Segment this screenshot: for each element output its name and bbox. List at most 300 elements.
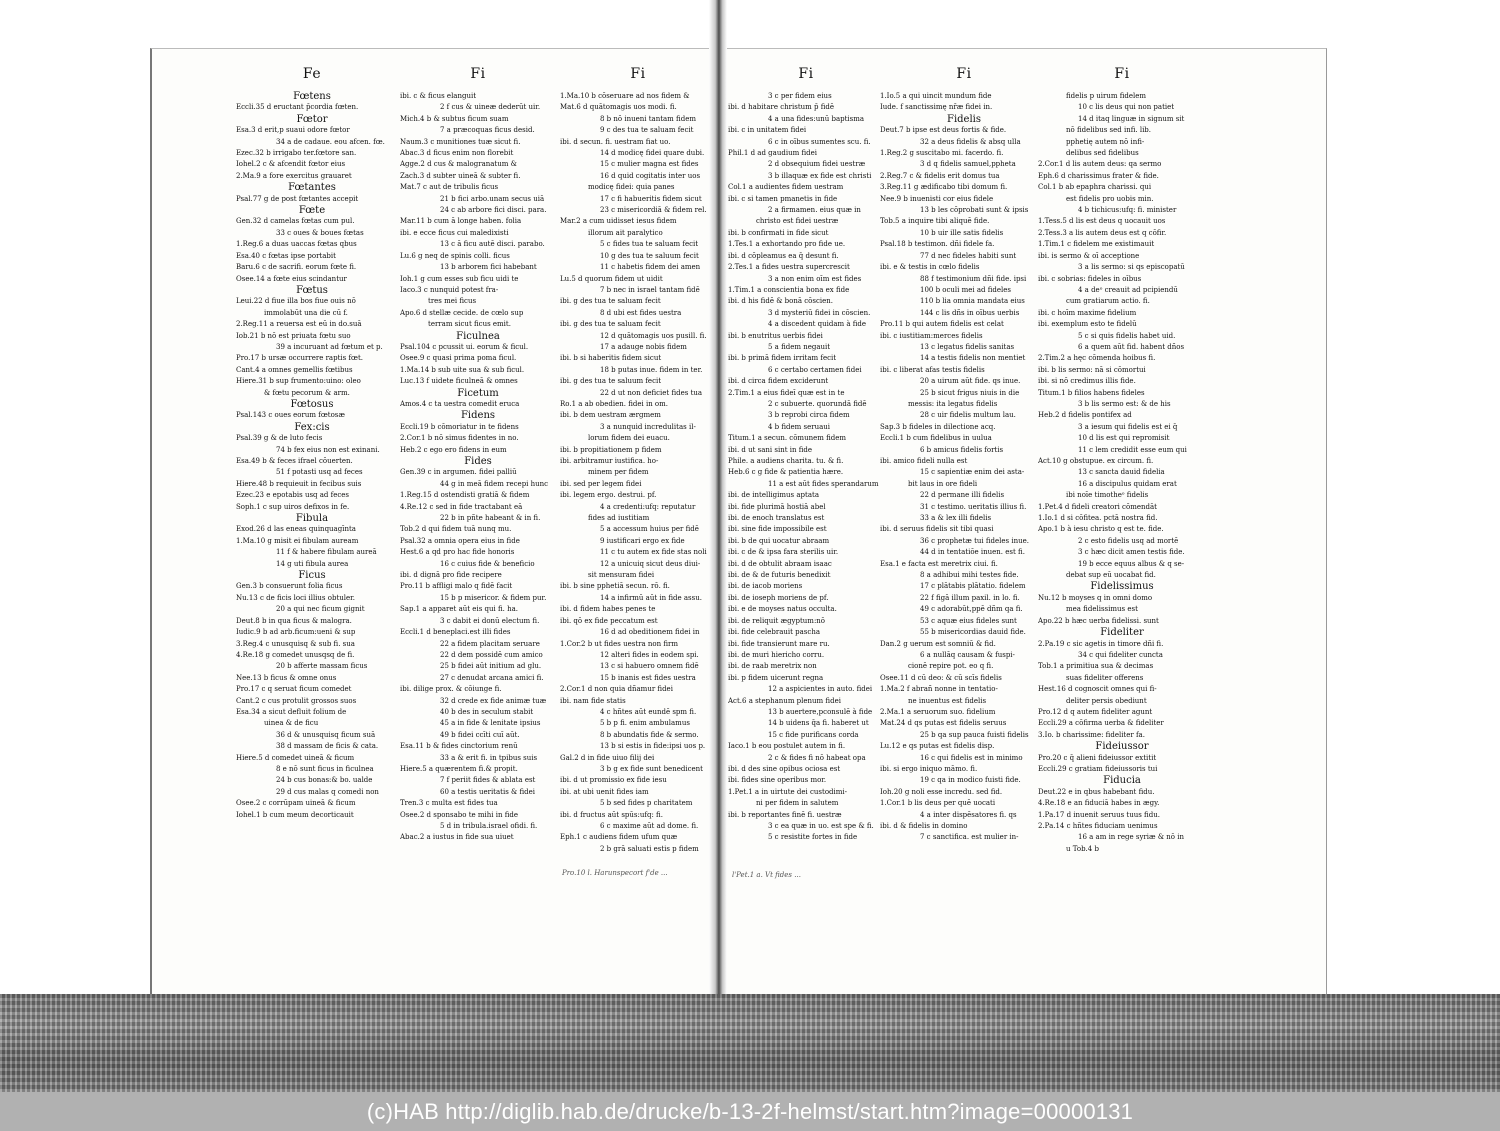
concordance-line: Hiere.48 b requieuit in fecibus suis (236, 479, 362, 488)
concordance-line: Naum.3 c munitiones tuæ sicut fi. (400, 137, 521, 146)
concordance-line: ibi. de intelligimus aptata (728, 491, 819, 500)
concordance-line: 1.Reg.2 g suscitabo mi. facerdo. fi. (880, 149, 1004, 158)
concordance-line: Esa.11 b & fides cinctorium renū (400, 742, 518, 751)
concordance-line: 1.Reg.15 d ostendisti gratiā & fidem (400, 491, 530, 500)
concordance-line: 24 c ab arbore fici disci. para. (440, 206, 547, 215)
concordance-line: Mich.4 b & subtus ficum suam (400, 114, 509, 123)
concordance-line: ibi. de muri hiericho corru. (728, 650, 825, 659)
concordance-line: ibi. d fructus aūt spūs:ufq: fi. (560, 810, 663, 819)
concordance-line: fides ad iustitiam (588, 514, 650, 523)
concordance-line: terram sicut ficus emit. (428, 320, 511, 329)
concordance-line: 144 c lis dñs in oībus uerbis (920, 308, 1020, 317)
concordance-line: 8 b abundatis fide & sermo. (600, 730, 699, 739)
concordance-line: 7 f periit fides & ablata est (440, 776, 536, 785)
concordance-line: ibi. p fidem uicerunt regna (728, 673, 824, 682)
concordance-line: 2.Ma.9 a fore exercitus grauaret (236, 171, 352, 180)
column-6 (1038, 63, 1206, 855)
concordance-line: 33 a & erit fi. in tpibus suis (440, 753, 538, 762)
concordance-line: 3 b illaquæ ex fide est christi (768, 171, 872, 180)
concordance-line: Ro.1 a ab obedien. fidei in om. (560, 399, 669, 408)
concordance-line: 60 a testis ueritatis & fidei (440, 787, 536, 796)
concordance-line: 53 c aquæ eius fideles sunt (920, 616, 1017, 625)
entry-heading: Fidens (460, 410, 496, 422)
concordance-line: 12 alteri fides in eodem spi. (600, 650, 699, 659)
concordance-line: 12 d quātomagis uos pusill. fi. (600, 331, 707, 340)
concordance-line: 45 a in fide & lenitate ipsius (440, 719, 541, 728)
concordance-line: 32 a deus fidelis & absq ulla (920, 137, 1021, 146)
concordance-line: 23 c misericordiā & fidem rel. (600, 206, 707, 215)
concordance-line: tres mei ficus (428, 297, 477, 306)
entry-heading: Fex:cis (294, 421, 330, 433)
concordance-line: Osee.2 d sponsabo te mihi in fide (400, 810, 519, 819)
entry-heading: Fœtosus (290, 398, 334, 410)
concordance-line: 5 c fides tua te saluam fecit (600, 240, 699, 249)
concordance-line: pphetię autem nō infi- (1066, 137, 1145, 146)
concordance-line: 3 c ea quæ in uo. est spe & fi. (768, 822, 874, 830)
concordance-line: ibi. d des sine opibus ociosa est (728, 764, 841, 773)
concordance-line: 1.Ma.10 b cōseruare ad nos fidem & (560, 92, 690, 100)
concordance-line: 5 a fidem negauit (768, 342, 831, 351)
concordance-line: ibi. g des tua te saluum fecit (560, 377, 662, 386)
concordance-line: 16 d ad obeditionem fidei in (600, 628, 700, 637)
concordance-line: 2.Tess.3 a lis autem deus est q cōfir. (1038, 228, 1167, 237)
concordance-line: cum gratiarum actio. fi. (1066, 297, 1150, 306)
concordance-line: 10 d lis est qui repromisit (1078, 434, 1170, 443)
concordance-line: 55 b misericordias dauid fide. (920, 628, 1026, 637)
concordance-line: Amos.4 c ta uestra comedit eruca (400, 399, 520, 408)
concordance-line: ibi. sine fide impossibile est (728, 525, 827, 534)
concordance-line: 1.Pa.17 d inuenit seruus tuus fidu. (1038, 810, 1160, 819)
concordance-line: Gal.2 d in fide uiuo filij dei (560, 753, 655, 762)
concordance-line: christo est fidei uestræ (756, 217, 839, 226)
concordance-line: 19 b ecce equus albus & q se- (1078, 559, 1185, 568)
concordance-line: ibi. fide plurimā hostiā abel (728, 502, 826, 511)
concordance-line: 2 a firmamen. eius quæ in (768, 206, 861, 215)
concordance-line: 16 a am in rege syriæ & nō in (1078, 833, 1184, 842)
concordance-line: 16 c qui fidelis est in minimo (920, 753, 1023, 762)
concordance-line: 1.Tim.1 c fidelem me existimauit (1038, 240, 1155, 249)
concordance-line: 2.Reg.11 a reuersa est eū in do.suā (236, 320, 362, 329)
concordance-line: Psal.39 g & de luto fecis (236, 434, 323, 443)
concordance-line: 1.Tes.1 a exhortando pro fide ue. (728, 240, 846, 249)
concordance-line: ibi noīe timotheᵒ fidelis (1066, 491, 1149, 500)
concordance-line: Pro.20 c q̄ alieni fideiussor extitit (1038, 753, 1157, 762)
concordance-line: 13 b auertere,pconsulē à fide (768, 707, 873, 716)
concordance-line: 1.Cor.1 b lis deus per quē uocati (880, 799, 996, 808)
concordance-line: Apo.22 b hæc uerba fidelissi. sunt (1038, 616, 1159, 625)
concordance-line: cionē repire pot. eo q fi. (908, 662, 994, 671)
column-1 (236, 63, 388, 821)
concordance-line: 8 a adhibui mihi testes fide. (920, 571, 1019, 580)
concordance-line: 4 b tichicus:ufq: fi. minister (1078, 206, 1177, 215)
concordance-line: debat sup eū uocabat fid. (1066, 571, 1156, 580)
concordance-line: 11 c tu autem ex fide stas noli (600, 548, 707, 557)
concordance-line: Eccli.19 b cōmoriatur in te fidens (400, 422, 519, 431)
concordance-line: 10 c lis deus qui non patiet (1078, 103, 1175, 112)
concordance-line: 36 c prophetæ tui fideles inue. (920, 536, 1029, 545)
concordance-line: 6 a quem aūt fid. habent dños (1078, 342, 1185, 351)
concordance-line: Eccli.29 a cōfirma uerba & fideliter (1038, 719, 1164, 728)
concordance-line: Tren.3 c multa est fides tua (400, 799, 498, 808)
concordance-line: 3 c per fidem eius (768, 92, 832, 100)
concordance-line: Eccli.1 b cum fidelibus in uulua (880, 434, 992, 443)
concordance-line: Tob.5 a inquire tibi aliquē fide. (880, 217, 990, 226)
concordance-line: 12 a aspicientes in auto. fidei (768, 685, 873, 694)
concordance-line: 3 c hæc dicit amen testis fide. (1078, 548, 1185, 557)
concordance-line: Hiere.31 b sup frumento:uino: oleo (236, 377, 361, 386)
concordance-line: 3 b lis sermo est: & de his (1078, 399, 1171, 408)
concordance-line: illorum ait paralytico (588, 228, 663, 237)
concordance-line: ibi. b primā fidem irritam fecit (728, 354, 837, 363)
concordance-line: ibi. fide transierunt mare ru. (728, 639, 830, 648)
entry-heading: Fibula (295, 513, 329, 525)
entry-heading: Fœtor (296, 113, 328, 125)
concordance-line: 49 b fidei ccīti cuī aūt. (440, 730, 520, 739)
concordance-line: Deut.22 e in qbus habebant fidu. (1038, 787, 1155, 796)
concordance-line: 15 b inanis est fides uestra (600, 673, 696, 682)
concordance-line: Ezec.32 b irrigabo ter.fœtore san. (236, 149, 357, 158)
concordance-line: 18 b putas inue. fidem in ter. (600, 365, 703, 374)
concordance-line: 1.Ma.14 b sub uite sua & sub ficul. (400, 365, 525, 374)
concordance-line: Luc.13 f uidete ficulneā & omnes (400, 377, 518, 386)
concordance-line: 13 c legatus fidelis sanitas (920, 342, 1015, 351)
concordance-line: Deut.8 b in qua ficus & malogra. (236, 616, 352, 625)
scanner-base (0, 994, 1500, 1092)
concordance-line: Zach.3 d subter uineā & subter fi. (400, 171, 521, 180)
entry-heading: Ficus (298, 570, 326, 582)
concordance-line: suas fideliter offerens (1066, 673, 1144, 682)
concordance-line: Hiere.5 d comedet uineā & ficum (236, 753, 355, 762)
concordance-line: 25 b qa sup pauca fuisti fidelis (920, 730, 1029, 739)
concordance-line: ibi. c sobrias: fideles in oībus (1038, 274, 1142, 283)
concordance-line: 14 a infirmū aūt in fide assu. (600, 593, 702, 602)
concordance-line: 4 a deᵒ creauit ad pcipiendū (1078, 285, 1178, 294)
concordance-line: 2 d obsequium fidei uestræ (768, 160, 866, 169)
right-page (722, 48, 1327, 995)
entry-heading: Fiducia (1103, 775, 1141, 787)
concordance-line: Eccli.1 d beneplaci.est illi fides (400, 628, 511, 637)
concordance-line: ibi. de ioseph moriens de pf. (728, 593, 829, 602)
concordance-line: Abac.2 a iustus in fide sua uiuet (400, 833, 514, 842)
concordance-line: sit mensuram fidei (588, 571, 655, 580)
column-headword: Fi (470, 66, 486, 82)
concordance-line: ibi. b reportantes finē fi. uestræ (728, 810, 842, 819)
concordance-line: 13 c si habuero omnem fidē (600, 662, 699, 671)
concordance-line: 2.Ma.1 a seruorum suo. fidelium (880, 707, 996, 716)
concordance-line: 5 a accessum huius per fidē (600, 525, 699, 534)
concordance-line: 5 b p fi. enim ambulamus (600, 719, 690, 728)
concordance-line: 16 c cuius fide & beneficio (440, 559, 535, 568)
concordance-line: Iudic.9 b ad arb.ficum:ueni & sup (236, 628, 356, 637)
concordance-line: 6 a nullāq causam & fuspi- (920, 650, 1015, 659)
concordance-line: 2.Cor.1 d non quia dñamur fidei (560, 685, 673, 694)
concordance-line: minem per fidem (588, 468, 649, 477)
concordance-line: 11 c lem credidit esse eum qui (1078, 445, 1187, 454)
entry-heading: Fidelis (947, 113, 981, 125)
concordance-line: 1.Reg.6 a duas uaccas fœtas qbus (236, 240, 357, 249)
concordance-line: Eph.6 d charissimus frater & fide. (1038, 171, 1159, 180)
concordance-line: Sap.1 a apparet aūt eis qui fi. ha. (400, 605, 518, 614)
concordance-line: ibi. e & testis in cœlo fidelis (880, 263, 980, 272)
concordance-line: ibi. qō ex fide peccatum est (560, 616, 658, 625)
concordance-line: ibi. d cōpleamus ea q̄ desunt fi. (728, 251, 839, 260)
concordance-line: 33 a & lex illi fidelis (920, 514, 992, 523)
concordance-line: Baru.6 c de sacrifi. eorum fœte fi. (236, 263, 357, 272)
concordance-line: ni per fidem in salutem (756, 799, 839, 808)
concordance-line: 1.Ma.10 g misit ei fibulam auream (236, 536, 359, 545)
concordance-line: Esa.3 d erit,p suaui odore fœtor (236, 126, 350, 135)
concordance-line: 1.Tess.5 d lis est deus q uocauit uos (1038, 217, 1166, 226)
concordance-line: 2 c & fides fi nō habeat opa (768, 753, 866, 762)
concordance-line: 4.Re.12 c sed in fide tractabant eā (400, 502, 523, 511)
concordance-line: ibi. g des tua te saluam fecit (560, 297, 661, 306)
entry-heading: Fœtus (296, 284, 328, 296)
concordance-line: Mat.7 c aut de tribulis ficus (400, 183, 499, 192)
concordance-line: 14 d modicę fidei quare dubi. (600, 149, 705, 158)
concordance-line: ibi. d seruus fidelis sit tibi quasi (880, 525, 994, 534)
concordance-line: nō fidelibus sed infi. lib. (1066, 126, 1152, 135)
concordance-line: ibi. si nō credimus illis fide. (1038, 377, 1136, 386)
concordance-line: Col.1 b ab epaphra charissi. qui (1038, 183, 1152, 192)
concordance-line: 4 a inter dispēsatores fi. qs (920, 810, 1017, 819)
concordance-line: 6 b amicus fidelis fortis (920, 445, 1004, 454)
concordance-line: 49 c adorabūt,ppē dñm qa fi. (920, 605, 1023, 614)
concordance-line: ibi. d de obtulit abraam isaac (728, 559, 832, 568)
concordance-line: 3 a nunquid incredulitas il- (600, 422, 696, 431)
concordance-line: 4 a credenti:ufq: reputatur (600, 502, 696, 511)
concordance-line: 13 b les cōprobati sunt & ipsis (920, 206, 1029, 215)
concordance-line: est fidelis pro uobis min. (1066, 194, 1154, 203)
concordance-line: 31 c testimo. ueritatis illius fi. (920, 502, 1027, 511)
concordance-line: ibi. b enutritus uerbis fidei (728, 331, 823, 340)
concordance-line: Iohel.1 b cum meum decorticauit (236, 810, 354, 819)
concordance-line: Apo.6 d stellæ cecide. de cœlo sup (400, 308, 524, 317)
concordance-line: 22 b in pñte habeant & in fi. (440, 514, 541, 523)
concordance-line: 3 a lis sermo: si qs episcopatū (1078, 263, 1185, 272)
concordance-line: 4 c hñtes aūt eundē spm fi. (600, 707, 697, 716)
concordance-line: ibi. c de & ipsa fara sterilis uir. (728, 548, 839, 557)
concordance-line: 1.Pet.4 d fideli creatori cōmendāt (1038, 502, 1157, 511)
manuscript-note-left: Pro.10 l. Harunspecort f'de ... (562, 869, 668, 877)
entry-heading: Fœtens (293, 91, 331, 102)
concordance-line: 3.Reg.11 g ædificabo tibi domum fi. (880, 183, 1008, 192)
concordance-line: Esa.1 e facta est meretrix ciui. fi. (880, 559, 998, 568)
concordance-line: Leui.22 d fiue illa bos fiue ouis nō (236, 297, 356, 306)
concordance-line: Osee.2 c corrūpam uineā & ficum (236, 799, 356, 808)
concordance-line: delibus sed fidelibus (1066, 149, 1139, 158)
concordance-line: Gen.32 d camelas fœtas cum pul. (236, 217, 355, 226)
concordance-line: 5 c resistite fortes in fide (768, 833, 858, 842)
concordance-line: 13 c ā ficu autē disci. parabo. (440, 240, 545, 249)
concordance-line: Abac.3 d ficus enim non florebit (400, 149, 514, 158)
concordance-line: Osee.14 a fœte eius scindantur (236, 274, 347, 283)
concordance-line: Esa.34 a sicut defluit folium de (236, 707, 347, 716)
concordance-line: 2.Cor.1 b nō simus fidentes in no. (400, 434, 519, 443)
concordance-line: ibi. b confirmati in fide sicut (728, 228, 829, 237)
concordance-line: Act.6 a stephanum plenum fidei (728, 696, 841, 705)
concordance-line: 20 a uirum aūt fide. qs inue. (920, 377, 1021, 386)
concordance-line: Lu.6 g neq de spinis colli. ficus (400, 251, 510, 260)
concordance-line: 39 a incuruant ad fœtum et p. (276, 342, 383, 351)
concordance-line: Cant.2 c cus protulit grossos suos (236, 696, 357, 705)
concordance-line: 22 d ut non deficiet fides tua (600, 388, 703, 397)
concordance-line: 14 b uidens q̄a fi. haberet ut (768, 719, 869, 728)
concordance-line: 100 b oculi mei ad fideles (920, 285, 1012, 294)
concordance-line: Psal.77 g de post fœtantes accepit (236, 194, 359, 203)
concordance-line: 3 d q fidelis samuel,ppheta (920, 160, 1016, 169)
concordance-line: 25 b sicut frigus niuis in die (920, 388, 1020, 397)
concordance-line: 6 c in oībus sumentes scu. fi. (768, 137, 871, 146)
concordance-line: Mar.2 a cum uidisset iesus fidem (560, 217, 677, 226)
concordance-line: 2 c esto fidelis usq ad mortē (1078, 536, 1179, 545)
concordance-line: Apo.1 b à iesu christo q est te. fide. (1038, 525, 1164, 534)
concordance-line: Psal.143 c oues eorum fœtosæ (236, 411, 345, 420)
concordance-line: 2 f cus & uineæ dederūt uir. (440, 103, 541, 112)
concordance-line: 3.Io. b charissime: fideliter fa. (1038, 730, 1145, 739)
concordance-line: 17 c fi habueritis fidem sicut (600, 194, 702, 203)
concordance-line: 38 d massam de ficis & cata. (276, 742, 379, 751)
concordance-line: Osee.11 d cū deo: & cū scīs fidelis (880, 673, 1002, 682)
entry-heading: Fœtantes (288, 182, 336, 194)
concordance-line: ibi. at ubi uenit fides iam (560, 787, 649, 796)
concordance-line: 1.Io.1 d si cōfitea. pctā nostra fid. (1038, 514, 1158, 523)
concordance-line: 44 d in tentatiōe inuen. est fi. (920, 548, 1025, 557)
concordance-line: Hest.6 a qd pro hac fide honoris (400, 548, 515, 557)
concordance-line: ibi. c si tamen pmanetis in fide (728, 194, 838, 203)
concordance-line: 17 c plātabis plātatio. fidelem (920, 582, 1026, 591)
left-page (150, 48, 718, 995)
concordance-line: ibi. c liberat afas testis fidelis (880, 365, 985, 374)
column-headword: Fi (630, 66, 646, 82)
concordance-line: 1.Ma.2 f abrañ nonne in tentatio- (880, 685, 998, 694)
concordance-line: 21 b fici arbo.unam secus uiā (440, 194, 545, 203)
concordance-line: ibi. d his fidē & bonā cōscien. (728, 297, 834, 306)
concordance-line: 9 iustificari ergo ex fide (600, 536, 685, 545)
concordance-line: ibi. is sermo & oī acceptione (1038, 251, 1140, 260)
concordance-line: ibi. c iustitiam:merces fidelis (880, 331, 983, 340)
concordance-line: 6 c maxime aūt ad dome. fi. (600, 822, 699, 830)
concordance-line: Pro.11 b qui autem fidelis est celat (880, 320, 1004, 329)
column-headword: Fi (798, 66, 814, 82)
concordance-line: ibi. b de qui uocatur abraam (728, 536, 830, 545)
concordance-line: 27 c denudat arcana amici fi. (440, 673, 544, 682)
concordance-line: Mat.24 d qs putas est fidelis seruus (880, 719, 1007, 728)
concordance-line: 22 d permane illi fidelis (920, 491, 1005, 500)
concordance-line: 77 d nec fideles habiti sunt (920, 251, 1017, 260)
concordance-line: 33 c oues & boues fœtas (276, 228, 364, 237)
concordance-line: Heb.2 c ego ero fidens in eum (400, 445, 507, 454)
concordance-line: 34 a de cadaue. eou afcen. fœ. (276, 137, 385, 146)
concordance-line: 11 c habetis fidem dei amen (600, 263, 701, 272)
concordance-line: Gen.3 b consuerunt folia ficus (236, 582, 343, 591)
concordance-line: 7 a præcoquas ficus desid. (440, 126, 535, 135)
concordance-line: 2.Pa.19 c sic agetis in timore dñi fi. (1038, 639, 1164, 648)
concordance-line: 2.Reg.7 c & fidelis erit domus tua (880, 171, 1000, 180)
concordance-line: Heb.2 d fidelis pontifex ad (1038, 411, 1132, 420)
concordance-line: Dan.2 g uerum est somniū & fid. (880, 639, 996, 648)
concordance-line: Phile. a audiens charita. tu. & fi. (728, 457, 844, 465)
concordance-line: Iaco.1 b eou postulet autem in fi. (728, 742, 846, 751)
concordance-line: ibi. de reliquit ægyptum:nō (728, 616, 826, 625)
concordance-line: Lu.12 e qs putas est fidelis disp. (880, 742, 995, 751)
concordance-line: Pro.17 c q seruat ficum comedet (236, 685, 352, 694)
concordance-line: ibi. c & ficus elanguit (400, 92, 477, 100)
concordance-line: 11 f & habere fibulam aureā (276, 548, 377, 557)
concordance-line: ibi. d circa fidem exciderunt (728, 377, 829, 386)
concordance-line: 36 d & unusquisq ficum suā (276, 730, 376, 739)
column-2 (400, 63, 556, 844)
column-4 (728, 63, 884, 844)
concordance-line: Pro.11 b affligi malo q fidē facit (400, 582, 513, 591)
concordance-line: ibi. fide celebrauit pascha (728, 628, 821, 637)
concordance-line: 24 b cus bonas:& bo. ualde (276, 776, 373, 785)
concordance-line: Iob.21 b nō est priuata fœtu suo (236, 331, 351, 340)
concordance-line: ibi. b dem uestram ærgmem (560, 411, 661, 420)
entry-heading: Fideliter (1100, 627, 1144, 639)
concordance-line: 110 b lia omnia mandata eius (920, 297, 1025, 306)
concordance-line: 4 a una fides:unū baptisma (768, 114, 865, 123)
concordance-line: 16 d quid cogitatis inter uos (600, 171, 701, 180)
concordance-line: ibi. dilige prox. & cōiunge fi. (400, 685, 502, 694)
concordance-line: 20 b afferte massam ficus (276, 662, 368, 671)
concordance-line: Nu.13 c de ficis loci illius obtuler. (236, 593, 355, 602)
concordance-line: Nee.9 b inuenisti cor eius fidele (880, 194, 994, 203)
column-headword: Fi (1114, 66, 1130, 82)
concordance-line: ibi. g des tua te saluam fecit (560, 320, 661, 329)
concordance-line: ibi. de iacob moriens (728, 582, 803, 591)
concordance-line: lorum fidem dei euacu. (588, 434, 670, 443)
concordance-line: ibi. legem ergo. destrui. pf. (560, 491, 657, 500)
entry-heading: Ficetum (457, 387, 499, 399)
concordance-line: Heb.6 c g fide & patientia hære. (728, 468, 844, 477)
concordance-line: Pro.17 b ursæ occurrere raptis fœt. (236, 354, 363, 363)
entry-heading: Ficulnea (456, 330, 500, 342)
concordance-line: ibi. b sine pphetiā secun. rō. fi. (560, 582, 670, 591)
concordance-line: 4.Re.18 e an fiduciā habes in ægy. (1038, 799, 1160, 808)
concordance-line: & fœtu pecorum & arm. (264, 388, 350, 397)
concordance-line: Ezec.23 e epotabis usq ad feces (236, 491, 350, 500)
concordance-line: Hiere.5 a quærentem fi.& propit. (400, 764, 518, 773)
concordance-line: ibi. e ecce ficus cui maledixisti (400, 228, 509, 237)
concordance-line: 1.Pet.1 a in uirtute dei custodimi- (728, 787, 847, 796)
concordance-line: ibi. de raab meretrix non (728, 662, 817, 671)
column-headword: Fe (302, 66, 322, 82)
concordance-line: Tob.2 d qui fidem tuā nunq mu. (400, 525, 512, 534)
concordance-line: 8 b nō inueni tantam fidem (600, 114, 696, 123)
concordance-line: mea fidelissimus est (1066, 605, 1138, 614)
column-5 (880, 63, 1048, 844)
concordance-line: Titum.1 b filios habens fideles (1038, 388, 1145, 397)
concordance-line: ibi. d & fidelis in domino (880, 822, 968, 830)
concordance-line: Tob.1 a primitiua sua & decimas (1038, 662, 1154, 671)
concordance-line: Iude. f sanctissimę nr̄æ fidei in. (880, 103, 993, 112)
concordance-line: 16 a discipulus quidam erat (1078, 479, 1177, 488)
concordance-line: 22 d dem possidē cum amico (440, 650, 543, 659)
concordance-line: 3.Reg.4 c unusquisq & sub fi. sua (236, 639, 355, 648)
concordance-line: Ioh.20 g noli esse incredu. sed fid. (880, 787, 1003, 796)
concordance-line: ibi. d fidem habes penes te (560, 605, 656, 614)
concordance-line: immolabūt una die cū f. (264, 308, 348, 317)
concordance-line: 4.Re.18 g comedet unusqsq de fi. (236, 650, 355, 659)
concordance-line: 3 b g ex fide sunt benedicent (600, 764, 703, 773)
concordance-line: 14 g uti fibula aurea (276, 559, 349, 568)
concordance-line: 2.Tim.2 a hęc cōmenda hoibus fi. (1038, 354, 1156, 363)
concordance-line: 2.Pa.14 c hñtes fiduciam uenimus (1038, 822, 1158, 830)
concordance-line: 7 b nec in israel tantam fidē (600, 285, 700, 294)
concordance-line: Mat.6 d quātomagis uos modi. fi. (560, 103, 677, 112)
concordance-line: 29 d cus malas q comedi non (276, 787, 379, 796)
concordance-line: 25 b fidei aūt initium ad glu. (440, 662, 542, 671)
